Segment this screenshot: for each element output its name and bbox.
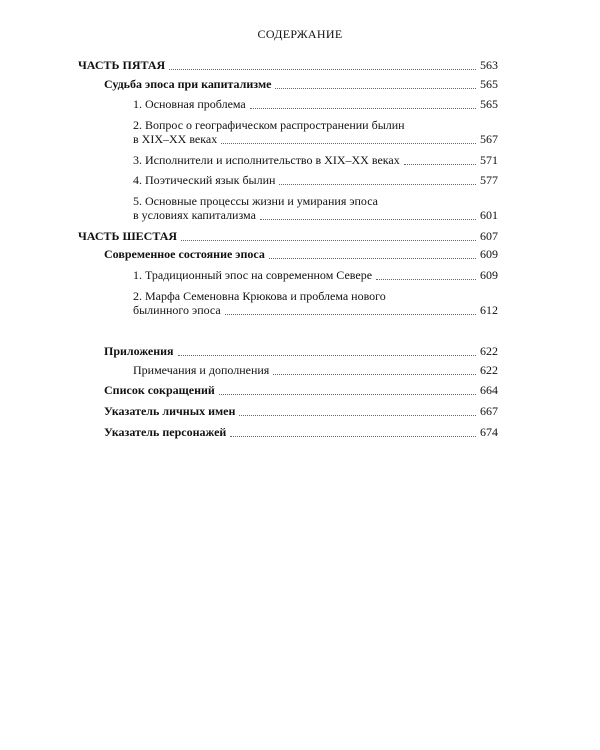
- toc-entry-page: 601: [480, 208, 498, 222]
- leader-dots: [273, 364, 476, 375]
- leader-dots: [260, 209, 476, 220]
- toc-entry-page: 609: [480, 268, 498, 282]
- toc-entry-page: 563: [480, 58, 498, 72]
- toc-entry-chapter[interactable]: [133, 268, 498, 282]
- toc-entry-title: 1. Традиционный эпос на современном Севере: [133, 268, 373, 282]
- toc-entry-chapter[interactable]: [133, 289, 498, 317]
- toc-entry-title: Указатель личных имен: [104, 404, 236, 418]
- toc-entry-title: Список сокращений: [104, 383, 215, 397]
- toc-entry-part-six[interactable]: [78, 229, 498, 243]
- toc-entry-chapter[interactable]: [133, 97, 498, 111]
- toc-entry-page: 667: [480, 404, 498, 418]
- toc-entry-title: Судьба эпоса при капитализме: [104, 77, 272, 91]
- toc-entry-title-line1: 2. Марфа Семеновна Крюкова и проблема нового: [133, 289, 386, 303]
- toc-entry-title: Указатель персонажей: [104, 425, 227, 439]
- toc-entry-title: 3. Исполнители и исполнительство в XIX–XX веках: [133, 153, 400, 167]
- toc-entry-page: 577: [480, 173, 498, 187]
- leader-dots: [239, 405, 476, 416]
- toc-entry-section[interactable]: [104, 247, 498, 261]
- toc-entry-abbreviations[interactable]: [104, 383, 498, 397]
- toc-entry-name-index[interactable]: [104, 404, 498, 418]
- toc-entry-title: ЧАСТЬ ШЕСТАЯ: [78, 229, 178, 243]
- leader-dots: [279, 174, 476, 185]
- toc-entry-page: 565: [480, 97, 498, 111]
- leader-dots: [219, 384, 476, 395]
- toc-entry-title-line2: в условиях капитализма: [133, 208, 256, 222]
- leader-dots: [250, 98, 476, 109]
- leader-dots: [376, 269, 476, 280]
- leader-dots: [404, 154, 476, 165]
- toc-entry-appendices[interactable]: [104, 344, 498, 358]
- toc-entry-title: ЧАСТЬ ПЯТАЯ: [78, 58, 166, 72]
- toc-entry-part-five[interactable]: [78, 58, 498, 72]
- toc-entry-title: Приложения: [104, 344, 174, 358]
- toc-entry-title: Современное состояние эпоса: [104, 247, 265, 261]
- leader-dots: [225, 304, 476, 315]
- toc-entry-title-line1: 5. Основные процессы жизни и умирания эпоса: [133, 194, 379, 208]
- toc-entry-page: 622: [480, 363, 498, 377]
- toc-entry-title-line1: 2. Вопрос о географическом распространении былин: [133, 118, 405, 132]
- leader-dots: [221, 133, 476, 144]
- toc-heading: СОДЕРЖАНИЕ: [257, 27, 343, 41]
- toc-entry-page: 674: [480, 425, 498, 439]
- toc-entry-title: Примечания и дополнения: [133, 363, 270, 377]
- toc-entry-chapter[interactable]: [133, 118, 498, 146]
- toc-entry-page: 565: [480, 77, 498, 91]
- toc-entry-page: 612: [480, 303, 498, 317]
- toc-entry-page: 607: [480, 229, 498, 243]
- toc-entry-title: 4. Поэтический язык былин: [133, 173, 276, 187]
- toc-entry-page: 571: [480, 153, 498, 167]
- leader-dots: [178, 345, 476, 356]
- toc-entry-notes[interactable]: [133, 363, 498, 377]
- toc-entry-chapter[interactable]: [133, 173, 498, 187]
- toc-entry-title: 1. Основная проблема: [133, 97, 246, 111]
- leader-dots: [269, 248, 476, 259]
- toc-entry-page: 664: [480, 383, 498, 397]
- toc-entry-character-index[interactable]: [104, 425, 498, 439]
- leader-dots: [181, 230, 476, 241]
- leader-dots: [275, 78, 476, 89]
- leader-dots: [169, 59, 476, 70]
- toc-entry-page: 567: [480, 132, 498, 146]
- toc-entry-title-line2: былинного эпоса: [133, 303, 221, 317]
- toc-entry-section[interactable]: [104, 77, 498, 91]
- toc-entry-chapter[interactable]: [133, 153, 498, 167]
- leader-dots: [230, 426, 476, 437]
- toc-entry-page: 609: [480, 247, 498, 261]
- toc-entry-chapter[interactable]: [133, 194, 498, 222]
- toc-entry-page: 622: [480, 344, 498, 358]
- toc-entry-title-line2: в XIX–XX веках: [133, 132, 218, 146]
